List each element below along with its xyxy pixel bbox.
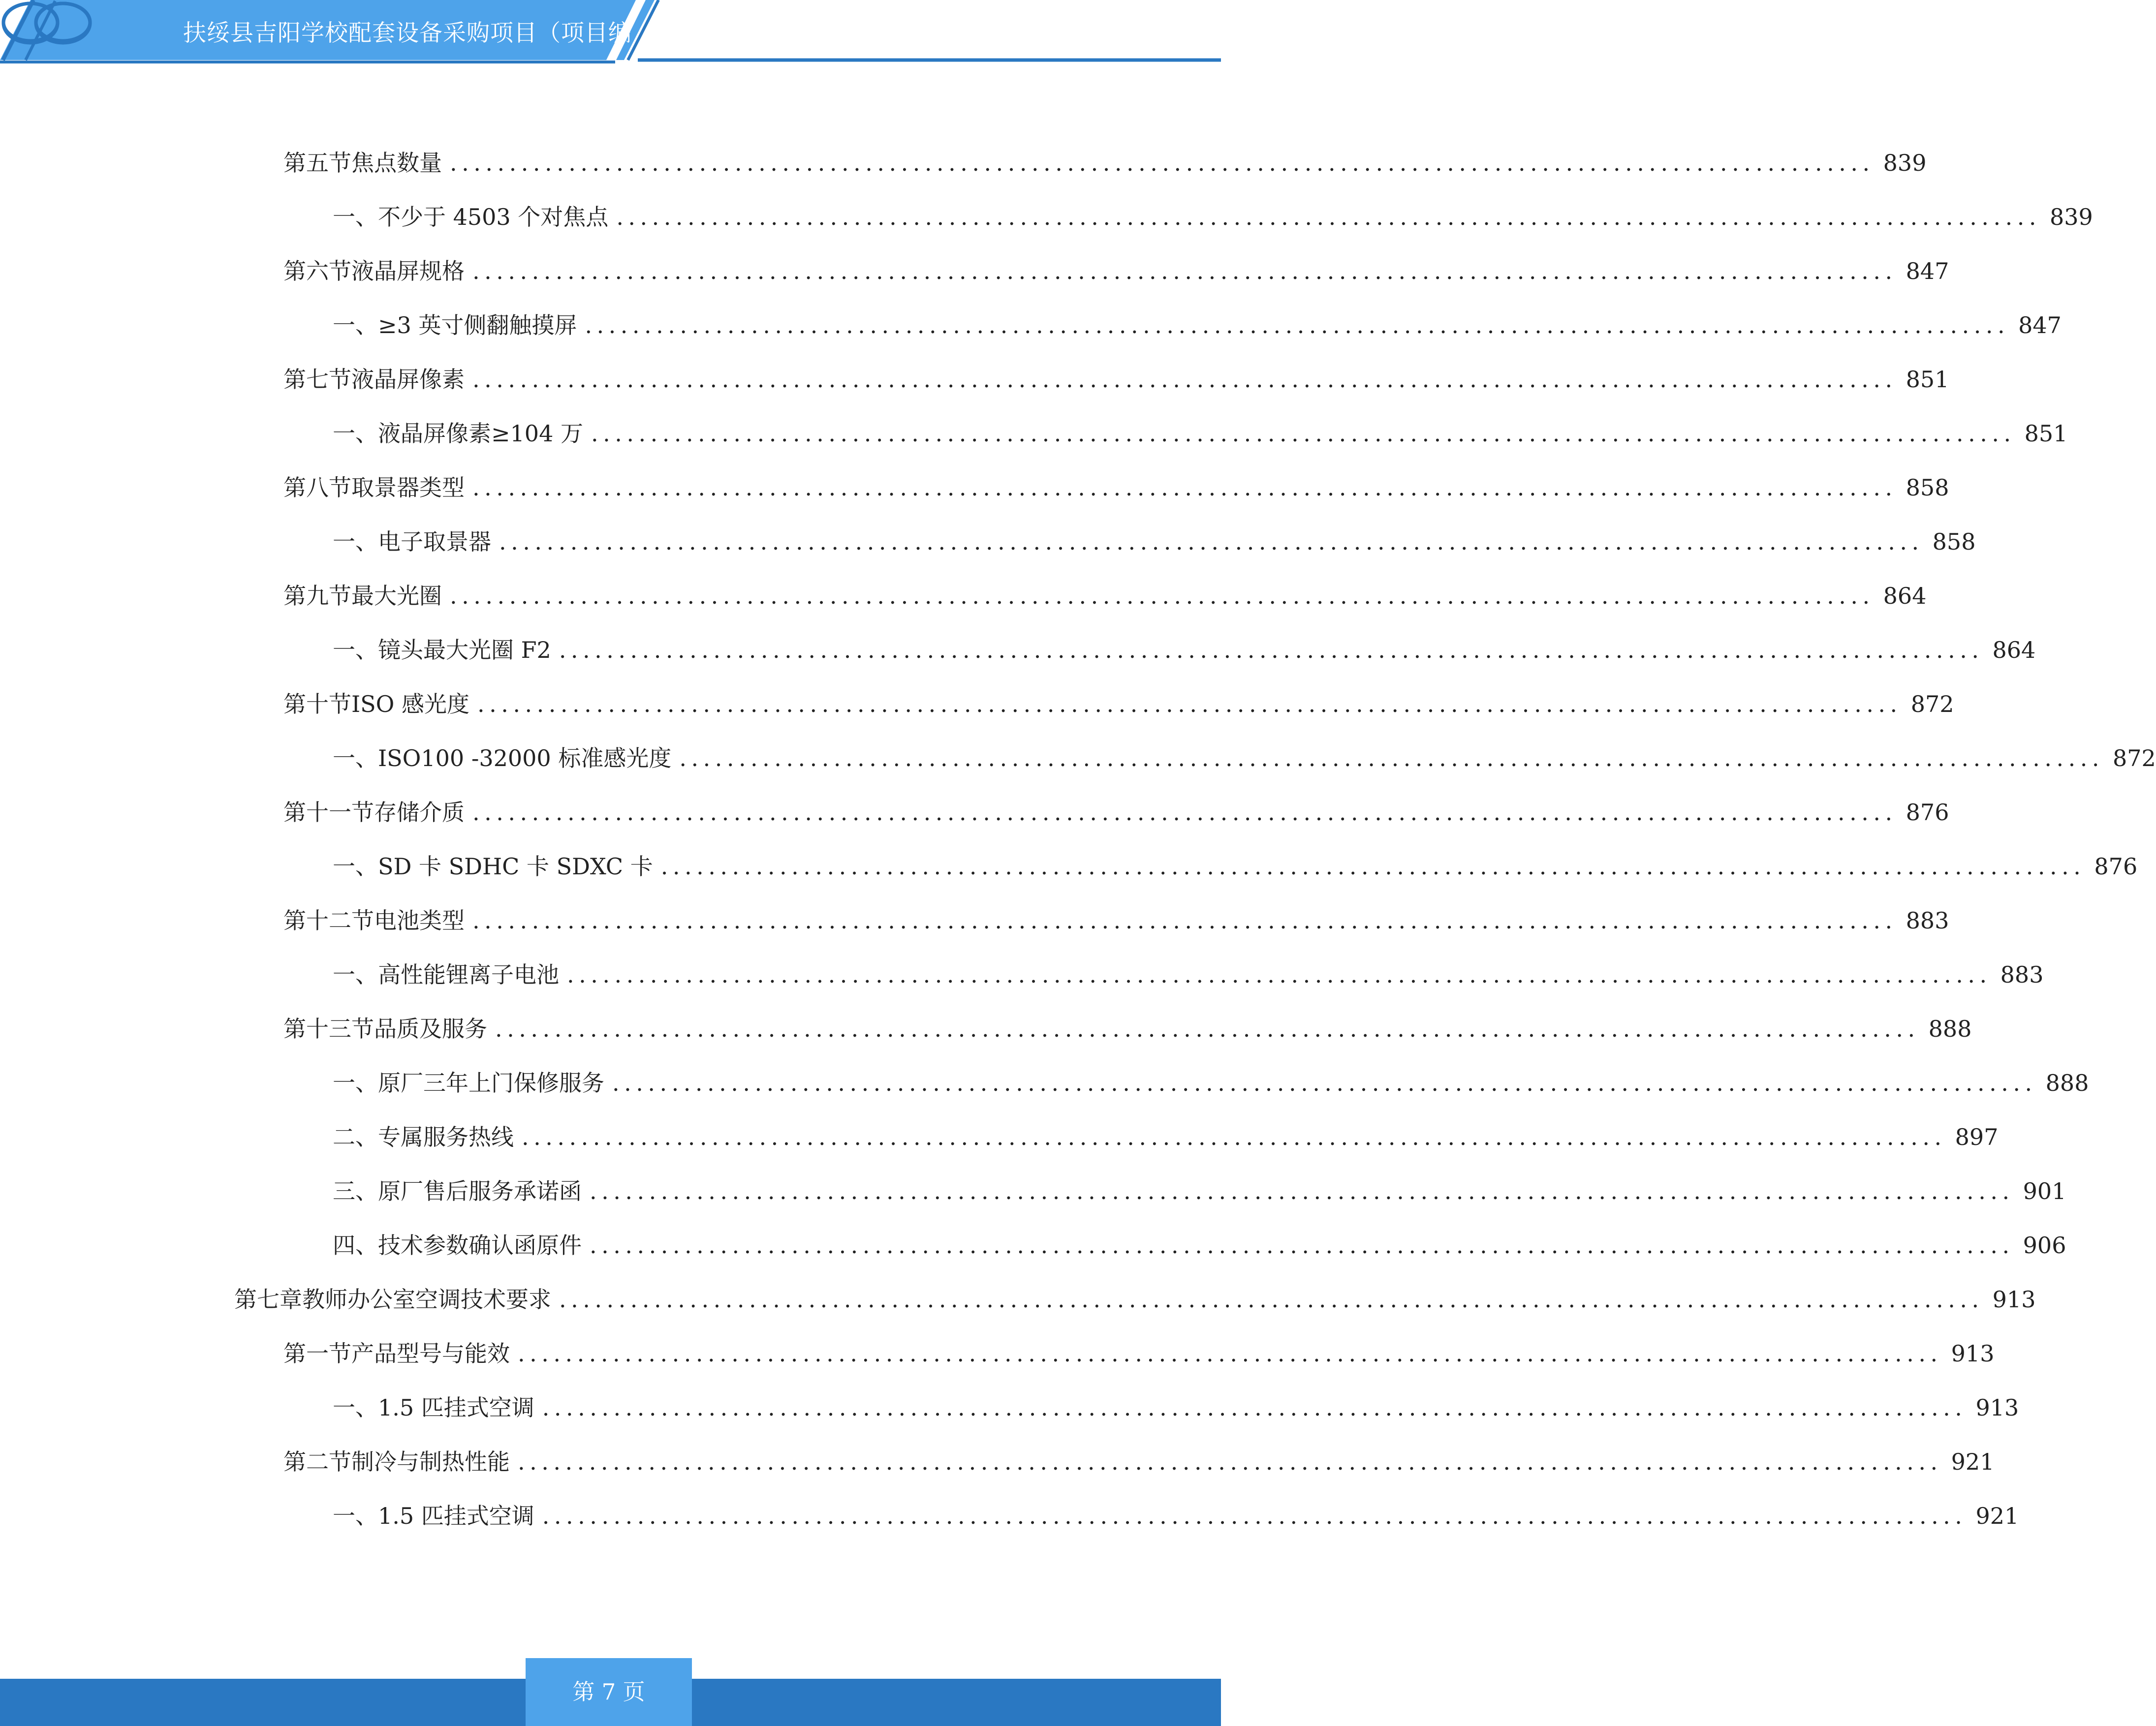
toc-entry-label: ISO 感光度: [351, 691, 470, 717]
toc-entry[interactable]: [333, 633, 2036, 667]
toc-dot-leader: ........................................................................................................................: [477, 691, 1902, 717]
toc-entry-page: 847: [1906, 258, 1949, 284]
toc-entry[interactable]: [333, 524, 1976, 559]
toc-dot-leader: ........................................................................................................................: [450, 583, 1875, 609]
toc-entry-label: 1.5 匹挂式空调: [378, 1394, 534, 1421]
toc-entry-label: 最大光圈: [351, 583, 442, 609]
toc-entry-marker: 一、: [333, 312, 378, 339]
toc-entry-page: 851: [2024, 420, 2068, 447]
toc-entry-page: 858: [1906, 474, 1949, 501]
toc-entry[interactable]: [333, 1174, 2066, 1208]
toc-entry[interactable]: [283, 362, 1949, 397]
toc-entry-label: 原厂售后服务承诺函: [378, 1178, 582, 1204]
toc-entry-page: 847: [2018, 312, 2062, 339]
toc-entry[interactable]: [283, 795, 1949, 830]
toc-entry-label: 高性能锂离子电池: [378, 961, 559, 988]
toc-dot-leader: ........................................................................................................................: [660, 853, 2086, 880]
toc-entry-page: 851: [1906, 366, 1949, 393]
toc-entry-marker: 一、: [333, 204, 378, 230]
toc-entry-marker: 一、: [333, 637, 378, 663]
toc-entry-page: 888: [1928, 1016, 1972, 1042]
toc-dot-leader: ........................................................................................................................: [472, 474, 1897, 501]
toc-dot-leader: ........................................................................................................................: [472, 366, 1897, 393]
toc-entry-marker: 第六节: [283, 258, 351, 284]
toc-entry-marker: 二、: [333, 1124, 378, 1150]
toc-entry-marker: 第九节: [283, 583, 351, 609]
toc-entry-marker: 一、: [333, 420, 378, 447]
toc-entry-marker: 第十节: [283, 691, 351, 717]
toc-entry[interactable]: [283, 1012, 1972, 1046]
toc-entry-page: 901: [2023, 1178, 2066, 1204]
toc-dot-leader: ........................................................................................................................: [518, 1340, 1942, 1367]
toc-dot-leader: ........................................................................................................................: [542, 1503, 1967, 1529]
toc-entry-label: 制冷与制热性能: [351, 1449, 510, 1475]
toc-entry-page: 888: [2045, 1070, 2089, 1096]
toc-entry-page: 921: [1975, 1503, 2019, 1529]
toc-dot-leader: ........................................................................................................................: [591, 420, 2016, 447]
toc-dot-leader: ........................................................................................................................: [472, 258, 1897, 284]
toc-entry-label: 专属服务热线: [378, 1124, 514, 1150]
toc-entry-label: 液晶屏像素≥104 万: [378, 420, 583, 447]
toc-entry[interactable]: [333, 1390, 2019, 1425]
toc-dot-leader: ........................................................................................................................: [499, 528, 1924, 555]
toc-entry[interactable]: [333, 957, 2044, 992]
toc-entry-marker: 第一节: [283, 1340, 351, 1367]
toc-entry-label: 品质及服务: [374, 1016, 487, 1042]
toc-entry[interactable]: [333, 416, 2068, 451]
toc-entry-label: 取景器类型: [351, 474, 465, 501]
toc-entry-marker: 第二节: [283, 1449, 351, 1475]
toc-entry-marker: 一、: [333, 853, 378, 880]
toc-entry-label: 存储介质: [374, 799, 465, 826]
toc-dot-leader: ........................................................................................................................: [472, 907, 1897, 934]
toc-dot-leader: ........................................................................................................................: [585, 312, 2010, 339]
toc-entry[interactable]: [333, 200, 2093, 234]
toc-entry[interactable]: [333, 1499, 2019, 1533]
toc-entry-label: ISO100 -32000 标准感光度: [378, 745, 672, 771]
toc-entry-page: 883: [2000, 961, 2044, 988]
toc-entry-page: 897: [1955, 1124, 1999, 1150]
page-footer: [0, 1679, 1221, 1726]
toc-entry-label: 产品型号与能效: [351, 1340, 510, 1367]
toc-entry-page: 864: [1992, 637, 2036, 663]
toc-entry-marker: 第五节: [283, 150, 351, 176]
toc-entry-label: 不少于 4503 个对焦点: [378, 204, 609, 230]
toc-entry-page: 858: [1932, 528, 1976, 555]
toc-entry-marker: 一、: [333, 961, 378, 988]
toc-dot-leader: ........................................................................................................................: [518, 1449, 1942, 1475]
toc-dot-leader: ........................................................................................................................: [472, 799, 1897, 826]
toc-entry-page: 876: [2094, 853, 2138, 880]
header-title: 扶绥县吉阳学校配套设备采购项目（项目编: [183, 20, 632, 47]
toc-entry-label: 镜头最大光圈 F2: [378, 637, 551, 663]
toc-entry[interactable]: [283, 470, 1949, 505]
toc-entry-page: 876: [1906, 799, 1949, 826]
toc-entry-marker: 一、: [333, 745, 378, 771]
toc-entry-label: 技术参数确认函原件: [378, 1232, 582, 1259]
toc-entry[interactable]: [234, 1282, 2036, 1317]
toc-entry-page: 872: [2112, 745, 2156, 771]
toc-entry[interactable]: [333, 741, 2156, 775]
toc-entry[interactable]: [283, 254, 1949, 288]
toc-dot-leader: ........................................................................................................................: [590, 1232, 2014, 1259]
toc-entry-page: 906: [2023, 1232, 2066, 1259]
toc-dot-leader: ........................................................................................................................: [495, 1016, 1920, 1042]
toc-entry-label: 焦点数量: [351, 150, 442, 176]
toc-entry[interactable]: [333, 1228, 2066, 1263]
toc-entry[interactable]: [283, 1445, 1995, 1479]
toc-dot-leader: ........................................................................................................................: [542, 1394, 1967, 1421]
toc-entry-page: 839: [2049, 204, 2093, 230]
toc-entry[interactable]: [333, 1120, 1999, 1154]
toc-entry-page: 921: [1951, 1449, 1995, 1475]
toc-entry-label: 液晶屏像素: [351, 366, 465, 393]
toc-entry-label: 教师办公室空调技术要求: [302, 1286, 551, 1313]
page-number: 第 7 页: [572, 1679, 645, 1705]
toc-entry[interactable]: [283, 687, 1954, 721]
toc-entry-page: 883: [1906, 907, 1949, 934]
toc-entry[interactable]: [283, 1336, 1995, 1371]
toc-entry[interactable]: [333, 308, 2062, 342]
toc-entry-label: 原厂三年上门保修服务: [378, 1070, 604, 1096]
toc-entry-marker: 第七章: [234, 1286, 302, 1313]
toc-entry-marker: 第十三节: [283, 1016, 374, 1042]
toc-entry[interactable]: [283, 903, 1949, 938]
footer-page-tab: [526, 1658, 692, 1726]
toc-dot-leader: ........................................................................................................................: [590, 1178, 2014, 1204]
toc-entry[interactable]: [333, 1066, 2089, 1100]
toc-entry-marker: 一、: [333, 1503, 378, 1529]
toc-entry-label: SD 卡 SDHC 卡 SDXC 卡: [378, 853, 653, 880]
toc-entry-marker: 第十二节: [283, 907, 374, 934]
toc-entry-marker: 第八节: [283, 474, 351, 501]
toc-entry-page: 864: [1883, 583, 1927, 609]
toc-dot-leader: ........................................................................................................................: [612, 1070, 2037, 1096]
toc-entry-marker: 四、: [333, 1232, 378, 1259]
toc-dot-leader: ........................................................................................................................: [522, 1124, 1946, 1150]
toc-entry-label: 液晶屏规格: [351, 258, 465, 284]
toc-dot-leader: ........................................................................................................................: [616, 204, 2041, 230]
toc-dot-leader: ........................................................................................................................: [559, 637, 1984, 663]
toc-dot-leader: ........................................................................................................................: [567, 961, 1992, 988]
toc-dot-leader: ........................................................................................................................: [559, 1286, 1984, 1313]
toc-entry[interactable]: [283, 146, 1927, 180]
toc-entry-page: 913: [1951, 1340, 1995, 1367]
toc-entry-marker: 一、: [333, 528, 378, 555]
toc-entry-marker: 一、: [333, 1070, 378, 1096]
toc-dot-leader: ........................................................................................................................: [450, 150, 1875, 176]
toc-dot-leader: ........................................................................................................................: [679, 745, 2104, 771]
toc-entry-label: 电子取景器: [378, 528, 491, 555]
toc-entry[interactable]: [283, 579, 1927, 613]
toc-entry-marker: 第七节: [283, 366, 351, 393]
toc-entry-label: 电池类型: [374, 907, 465, 934]
toc-entry-marker: 三、: [333, 1178, 378, 1204]
toc-entry-marker: 第十一节: [283, 799, 374, 826]
toc-entry-page: 839: [1883, 150, 1927, 176]
toc-entry-page: 872: [1910, 691, 1954, 717]
toc-entry-label: ≥3 英寸侧翻触摸屏: [378, 312, 577, 339]
toc-entry-marker: 一、: [333, 1394, 378, 1421]
toc-entry[interactable]: [333, 849, 2138, 884]
toc-entry-page: 913: [1992, 1286, 2036, 1313]
toc-entry-label: 1.5 匹挂式空调: [378, 1503, 534, 1529]
toc-entry-page: 913: [1975, 1394, 2019, 1421]
